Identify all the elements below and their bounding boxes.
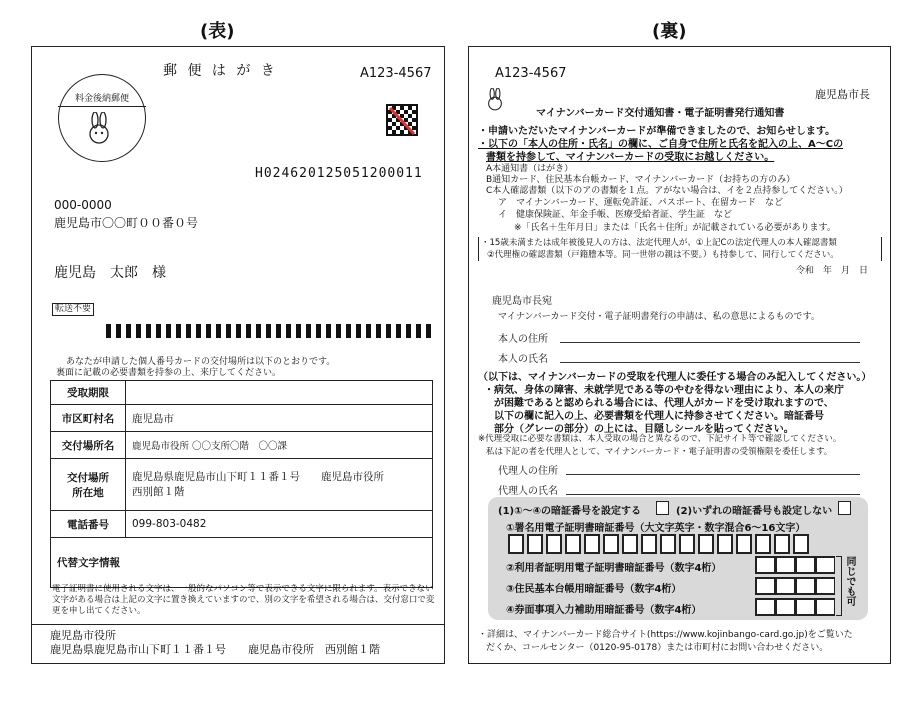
self-name-label: 本人の氏名 bbox=[498, 354, 548, 365]
table-row bbox=[51, 405, 433, 432]
row-value: 鹿児島県鹿児島市山下町１１番１号 鹿児島市役所 西別館１階 bbox=[126, 459, 433, 511]
sender-name: 鹿児島市役所 bbox=[50, 629, 116, 642]
doc-b: B通知カード、住民基本台帳カード、マイナンバーカード（お持ちの方のみ） bbox=[486, 175, 796, 185]
row-label: 市区町村名 bbox=[51, 405, 126, 432]
table-row bbox=[51, 538, 433, 588]
back-title: マイナンバーカード交付通知書・電子証明書発行通知書 bbox=[536, 108, 785, 119]
option-no-pins-label: (2)いずれの暗証番号も設定しない bbox=[676, 506, 833, 517]
minor-line-1: ・15歳未満または成年被後見人の方は、法定代理人が、①上記Cの法定代理人の本人確認書類 bbox=[481, 238, 837, 248]
pin4-label: ④券面事項入力補助用暗証番号（数字4桁） bbox=[506, 605, 702, 616]
recipient-zip: 000-0000 bbox=[54, 198, 112, 212]
proxy-intro: （以下は、マイナンバーカードの受取を代理人に委任する場合のみ記入してください。） bbox=[478, 372, 872, 383]
proxy-line-1: ・病気、身体の障害、未就学児である等のやむを得ない理由により、本人の来庁 bbox=[484, 385, 844, 396]
rabbit-mascot-icon bbox=[84, 112, 114, 146]
option-set-pins-label: (1)①～④の暗証番号を設定する bbox=[498, 506, 642, 517]
recipient-address: 鹿児島市〇〇町００番０号 bbox=[54, 216, 199, 230]
pin2-boxes[interactable] bbox=[755, 556, 835, 574]
front-heading: (表) bbox=[200, 21, 235, 42]
doc-c: C本人確認書類（以下のアの書類を１点。アがない場合は、イを２点持参してください。） bbox=[486, 186, 848, 196]
back-line-1: ・申請いただいたマイナンバーカードが準備できましたので、お知らせします。 bbox=[478, 126, 836, 137]
option-no-pins-checkbox[interactable] bbox=[838, 501, 851, 515]
doc-a: A本通知書（はがき） bbox=[486, 164, 574, 174]
no-forward-badge: 転送不要 bbox=[52, 303, 94, 316]
proxy-line-4: 部分（グレーの部分）の上には、目隠しシールを貼ってください。 bbox=[494, 424, 794, 435]
addressee: 鹿児島市長宛 bbox=[492, 296, 552, 307]
table-row bbox=[51, 511, 433, 538]
pin1-boxes[interactable] bbox=[508, 534, 812, 554]
back-line-3: 書類を持参して、マイナンバーカードの受取にお越しください。 bbox=[486, 152, 775, 163]
delivery-info-table bbox=[50, 380, 433, 588]
consent-statement: マイナンバーカード交付・電子証明書発行の申請は、私の意思によるものです。 bbox=[498, 312, 820, 322]
stamp-divider bbox=[58, 106, 146, 107]
self-name-input[interactable] bbox=[560, 362, 860, 363]
back-code: A123-4567 bbox=[495, 66, 567, 81]
proxy-name-input[interactable] bbox=[566, 494, 860, 495]
same-allowed-note: 同じでも可 bbox=[844, 556, 855, 606]
font-notice: 電子証明書に使用される文字は、一般的なパソコン等で表示できる文字に限られます。表示できない文字がある場合は上記の文字に置き換えていますので、別の文字を希望される場合は、交付窓口で変更を申し出てください。 bbox=[52, 584, 435, 616]
front-intro-1: あなたが申請した個人番号カードの交付場所は以下のとおりです。 bbox=[66, 357, 336, 367]
doc-c-b: イ 健康保険証、年金手帳、医療受給者証、学生証 など bbox=[498, 210, 733, 220]
proxy-note-2: 私は下記の者を代理人として、マイナンバーカード・電子証明書の受領権限を委任します。 bbox=[486, 447, 833, 457]
proxy-name-label: 代理人の氏名 bbox=[498, 486, 558, 497]
self-address-input[interactable] bbox=[560, 342, 860, 343]
same-bracket bbox=[836, 556, 842, 616]
mayor-label: 鹿児島市長 bbox=[815, 88, 870, 101]
pin3-boxes[interactable] bbox=[755, 577, 835, 595]
detail-line-1: ・詳細は、マイナンバーカード総合サイト(https://www.kojinbango-card.go.jp)をご覧いた bbox=[478, 630, 853, 640]
sender-address: 鹿児島県鹿児島市山下町１１番１号 鹿児島市役所 西別館１階 bbox=[50, 643, 380, 656]
rabbit-mascot-icon bbox=[484, 88, 506, 112]
postcard-title: 郵 便 は が き bbox=[163, 63, 278, 79]
table-row bbox=[51, 459, 433, 511]
proxy-line-2: が困難であると認められる場合には、代理人がカードを受け取れますので、 bbox=[494, 398, 834, 409]
pin4-boxes[interactable] bbox=[755, 598, 835, 616]
row-value: 099-803-0482 bbox=[126, 511, 433, 538]
front-code: A123-4567 bbox=[360, 66, 432, 81]
row-value: 鹿児島市 bbox=[126, 405, 433, 432]
row-label: 受取期限 bbox=[51, 381, 126, 405]
row-label: 電話番号 bbox=[51, 511, 126, 538]
row-label: 交付場所 所在地 bbox=[51, 459, 126, 511]
proxy-line-3: 以下の欄に記入の上、必要書類を代理人に持参させてください。暗証番号 bbox=[494, 411, 824, 422]
detail-line-2: だくか、コールセンター（0120-95-0178）または市町村にお問い合わせください。 bbox=[486, 643, 829, 653]
back-heading: (裏) bbox=[652, 21, 687, 42]
table-row bbox=[51, 381, 433, 405]
pin3-label: ③住民基本台帳用暗証番号（数字4桁） bbox=[506, 584, 682, 595]
proxy-note-1: ※代理受取に必要な書類は、本人受取の場合と異なるので、下記サイト等で確認してください。 bbox=[478, 434, 842, 444]
red-slash-mark-icon bbox=[386, 104, 418, 136]
front-intro-2: 裏面に記載の必要書類を持参の上、来庁してください。 bbox=[56, 368, 282, 378]
tracking-number: H024620125051200011 bbox=[255, 166, 423, 181]
doc-c-note: ※「氏名＋生年月日」または「氏名＋住所」が記載されている必要があります。 bbox=[514, 223, 836, 233]
alt-char-info: 代替文字情報 bbox=[51, 538, 433, 588]
proxy-address-input[interactable] bbox=[566, 474, 860, 475]
table-row bbox=[51, 432, 433, 459]
row-value bbox=[126, 381, 433, 405]
option-set-pins-checkbox[interactable] bbox=[656, 501, 669, 515]
doc-c-a: ア マイナンバーカード、運転免許証、パスポート、在留カード など bbox=[498, 198, 783, 208]
postal-barcode bbox=[106, 324, 435, 338]
recipient-name: 鹿児島 太郎 様 bbox=[54, 265, 166, 281]
pin2-label: ②利用者証明用電子証明書暗証番号（数字4桁） bbox=[506, 563, 722, 574]
stamp-label: 料金後納郵便 bbox=[74, 94, 129, 104]
date-line: 令和 年 月 日 bbox=[796, 266, 869, 276]
proxy-address-label: 代理人の住所 bbox=[498, 466, 558, 477]
back-line-2: ・以下の「本人の住所・氏名」の欄に、ご自身で住所と氏名を記入の上、A～Cの bbox=[478, 139, 844, 150]
front-footer-divider bbox=[31, 624, 445, 625]
self-address-label: 本人の住所 bbox=[498, 334, 548, 345]
row-label: 交付場所名 bbox=[51, 432, 126, 459]
row-value: 鹿児島市役所 〇〇支所〇階 〇〇課 bbox=[126, 432, 433, 459]
minor-line-2: ②代理権の確認書類（戸籍謄本等。同一世帯の親は不要。）も持参して、同行してください。 bbox=[487, 250, 839, 260]
pin1-label: ①署名用電子証明書暗証番号（大文字英字・数字混合6～16文字） bbox=[506, 523, 806, 534]
